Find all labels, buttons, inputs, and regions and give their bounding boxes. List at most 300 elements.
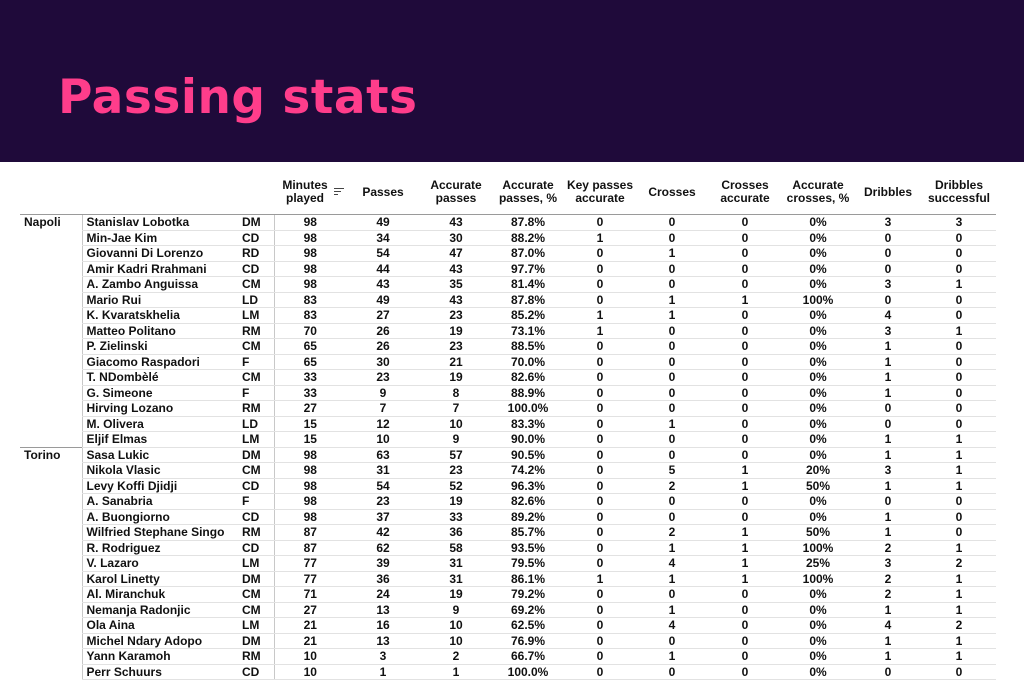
player-name: Giacomo Raspadori [82, 354, 238, 370]
stat-cell: 87 [274, 540, 346, 556]
stat-cell: 65 [274, 354, 346, 370]
stat-cell: 0 [922, 261, 996, 277]
stat-cell: 44 [346, 261, 420, 277]
stat-cell: 90.5% [492, 447, 564, 463]
stat-cell: 98 [274, 261, 346, 277]
stat-cell: 24 [346, 587, 420, 603]
stat-cell: 23 [420, 308, 492, 324]
stat-cell: 98 [274, 246, 346, 262]
stat-cell: 0 [708, 277, 782, 293]
team-name [20, 354, 82, 370]
stat-cell: 100% [782, 292, 854, 308]
stat-cell: 71 [274, 587, 346, 603]
stat-cell: 90.0% [492, 432, 564, 448]
stat-cell: 0 [636, 664, 708, 680]
stat-cell: 30 [420, 230, 492, 246]
stat-cell: 100% [782, 571, 854, 587]
table-row [20, 370, 996, 386]
stat-cell: 42 [346, 525, 420, 541]
stat-cell: 1 [922, 602, 996, 618]
stat-cell: 1 [708, 525, 782, 541]
table-row [20, 525, 996, 541]
stat-cell: 58 [420, 540, 492, 556]
player-position: LD [238, 416, 274, 432]
stat-cell: 0 [564, 416, 636, 432]
stat-cell: 0 [564, 246, 636, 262]
stat-cell: 10 [420, 416, 492, 432]
stat-cell: 1 [922, 587, 996, 603]
column-header[interactable] [636, 170, 708, 215]
stat-cell: 3 [854, 215, 922, 231]
stat-cell: 39 [346, 556, 420, 572]
stat-cell: 0 [922, 401, 996, 417]
stat-cell: 33 [420, 509, 492, 525]
player-name: Perr Schuurs [82, 664, 238, 680]
stat-cell: 73.1% [492, 323, 564, 339]
stat-cell: 0 [564, 447, 636, 463]
player-position: LM [238, 308, 274, 324]
stat-cell: 1 [346, 664, 420, 680]
player-position: CD [238, 540, 274, 556]
stat-cell: 2 [922, 556, 996, 572]
stat-cell: 49 [346, 292, 420, 308]
stat-cell: 50% [782, 478, 854, 494]
stat-cell: 1 [854, 339, 922, 355]
stat-cell: 1 [922, 323, 996, 339]
stat-cell: 0% [782, 401, 854, 417]
stat-cell: 10 [420, 618, 492, 634]
stat-cell: 35 [420, 277, 492, 293]
table-row [20, 385, 996, 401]
player-name: P. Zielinski [82, 339, 238, 355]
stat-cell: 3 [854, 463, 922, 479]
table-row [20, 633, 996, 649]
stat-cell: 77 [274, 556, 346, 572]
column-header[interactable] [420, 170, 492, 215]
stat-cell: 49 [346, 215, 420, 231]
stat-cell: 2 [922, 618, 996, 634]
player-name: G. Simeone [82, 385, 238, 401]
stat-cell: 43 [420, 215, 492, 231]
table-row [20, 416, 996, 432]
stat-cell: 0% [782, 664, 854, 680]
player-name: Giovanni Di Lorenzo [82, 246, 238, 262]
stat-cell: 83 [274, 308, 346, 324]
stat-cell: 0 [922, 494, 996, 510]
column-header-label: Dribbles [863, 184, 912, 199]
stat-cell: 0 [708, 447, 782, 463]
table-row [20, 292, 996, 308]
stat-cell: 0% [782, 385, 854, 401]
stat-cell: 0 [708, 354, 782, 370]
stat-cell: 0 [922, 370, 996, 386]
stat-cell: 0 [708, 416, 782, 432]
column-header-label: Crosses [648, 184, 696, 199]
table-row [20, 354, 996, 370]
stat-cell: 3 [854, 323, 922, 339]
stat-cell: 1 [922, 649, 996, 665]
stat-cell: 0 [708, 664, 782, 680]
player-position: LD [238, 292, 274, 308]
team-name [20, 261, 82, 277]
stat-cell: 4 [636, 618, 708, 634]
stat-cell: 87.8% [492, 292, 564, 308]
stat-cell: 0 [636, 633, 708, 649]
stat-cell: 1 [922, 633, 996, 649]
stat-cell: 98 [274, 215, 346, 231]
team-name: Napoli [24, 215, 61, 230]
stat-cell: 1 [854, 432, 922, 448]
stat-cell: 65 [274, 339, 346, 355]
stat-cell: 0 [854, 494, 922, 510]
stat-cell: 1 [708, 540, 782, 556]
stat-cell: 3 [854, 277, 922, 293]
stat-cell: 0 [564, 261, 636, 277]
stat-cell: 0 [922, 292, 996, 308]
player-name: R. Rodriguez [82, 540, 238, 556]
stat-cell: 1 [922, 463, 996, 479]
player-name: Ola Aina [82, 618, 238, 634]
stat-cell: 4 [636, 556, 708, 572]
team-name [20, 664, 82, 680]
stat-cell: 9 [346, 385, 420, 401]
stat-cell: 0% [782, 602, 854, 618]
column-header[interactable] [564, 170, 636, 215]
passing-stats-table [20, 170, 996, 680]
stat-cell: 0% [782, 354, 854, 370]
player-position: DM [238, 633, 274, 649]
stat-cell: 0 [708, 509, 782, 525]
table-row [20, 447, 996, 463]
stat-cell: 98 [274, 494, 346, 510]
stat-cell: 1 [922, 432, 996, 448]
stat-cell: 30 [346, 354, 420, 370]
stat-cell: 36 [346, 571, 420, 587]
stat-cell: 0 [854, 401, 922, 417]
team-name [20, 401, 82, 417]
stat-cell: 1 [922, 540, 996, 556]
team-name [20, 323, 82, 339]
stat-cell: 82.6% [492, 494, 564, 510]
stat-cell: 0 [854, 246, 922, 262]
team-name [20, 292, 82, 308]
column-header[interactable] [274, 170, 346, 215]
column-header-label: Accurate passes, % [498, 178, 558, 205]
stat-cell: 2 [854, 587, 922, 603]
stat-cell: 1 [708, 571, 782, 587]
stat-cell: 0 [922, 246, 996, 262]
team-name [20, 370, 82, 386]
stat-cell: 87.8% [492, 215, 564, 231]
team-name [20, 339, 82, 355]
table-row [20, 494, 996, 510]
stat-cell: 0% [782, 633, 854, 649]
player-name: M. Olivera [82, 416, 238, 432]
stat-cell: 0 [708, 494, 782, 510]
stat-cell: 0% [782, 230, 854, 246]
stat-cell: 70 [274, 323, 346, 339]
player-position: F [238, 385, 274, 401]
player-name: Yann Karamoh [82, 649, 238, 665]
stat-cell: 3 [922, 215, 996, 231]
stat-cell: 19 [420, 587, 492, 603]
stat-cell: 0 [922, 525, 996, 541]
stat-cell: 87.0% [492, 246, 564, 262]
stat-cell: 1 [854, 478, 922, 494]
stat-cell: 1 [636, 602, 708, 618]
stat-cell: 0 [564, 649, 636, 665]
player-name: Hirving Lozano [82, 401, 238, 417]
stat-cell: 21 [274, 633, 346, 649]
stat-cell: 52 [420, 478, 492, 494]
team-name [20, 432, 82, 448]
stat-cell: 1 [922, 277, 996, 293]
stat-cell: 0 [708, 230, 782, 246]
player-position: CM [238, 602, 274, 618]
stat-cell: 1 [636, 308, 708, 324]
stat-cell: 98 [274, 230, 346, 246]
stat-cell: 33 [274, 385, 346, 401]
stat-cell: 1 [854, 509, 922, 525]
player-name: Wilfried Stephane Singo [82, 525, 238, 541]
player-position: CM [238, 339, 274, 355]
column-header[interactable] [782, 170, 854, 215]
stat-cell: 37 [346, 509, 420, 525]
stat-cell: 1 [564, 230, 636, 246]
stat-cell: 0% [782, 215, 854, 231]
stat-cell: 83 [274, 292, 346, 308]
stat-cell: 26 [346, 323, 420, 339]
stat-cell: 0 [636, 509, 708, 525]
stat-cell: 0 [922, 385, 996, 401]
stat-cell: 1 [636, 292, 708, 308]
stat-cell: 0 [708, 215, 782, 231]
stat-cell: 87 [274, 525, 346, 541]
player-name: Nikola Vlasic [82, 463, 238, 479]
stat-cell: 16 [346, 618, 420, 634]
stat-cell: 0 [564, 664, 636, 680]
player-position: CD [238, 478, 274, 494]
stat-cell: 26 [346, 339, 420, 355]
team-name [20, 478, 82, 494]
stat-cell: 0 [564, 618, 636, 634]
stat-cell: 98 [274, 463, 346, 479]
stat-cell: 88.9% [492, 385, 564, 401]
stat-cell: 7 [346, 401, 420, 417]
team-name [20, 416, 82, 432]
column-header[interactable] [922, 170, 996, 215]
table-row [20, 277, 996, 293]
stat-cell: 0 [708, 587, 782, 603]
stat-cell: 85.7% [492, 525, 564, 541]
player-position: LM [238, 618, 274, 634]
player-name: T. NDombèlé [82, 370, 238, 386]
stat-cell: 23 [346, 370, 420, 386]
stat-cell: 0 [564, 354, 636, 370]
stat-cell: 97.7% [492, 261, 564, 277]
stat-cell: 83.3% [492, 416, 564, 432]
team-name [20, 494, 82, 510]
stat-cell: 21 [420, 354, 492, 370]
stat-cell: 10 [274, 649, 346, 665]
team-name [20, 571, 82, 587]
stat-cell: 81.4% [492, 277, 564, 293]
position-column-header [238, 170, 274, 215]
stat-cell: 4 [854, 618, 922, 634]
stat-cell: 0 [564, 478, 636, 494]
stat-cell: 0 [564, 633, 636, 649]
stat-cell: 3 [854, 556, 922, 572]
stat-cell: 0 [564, 509, 636, 525]
stat-cell: 0% [782, 277, 854, 293]
stat-cell: 0 [636, 261, 708, 277]
player-position: LM [238, 556, 274, 572]
stat-cell: 85.2% [492, 308, 564, 324]
stat-cell: 0 [564, 602, 636, 618]
stat-cell: 0% [782, 323, 854, 339]
stat-cell: 1 [636, 416, 708, 432]
team-name [20, 649, 82, 665]
stat-cell: 9 [420, 602, 492, 618]
stat-cell: 1 [854, 525, 922, 541]
table-row [20, 246, 996, 262]
stat-cell: 1 [636, 649, 708, 665]
stat-cell: 1 [708, 478, 782, 494]
player-position: CD [238, 664, 274, 680]
stat-cell: 0 [636, 494, 708, 510]
player-position: F [238, 354, 274, 370]
player-position: RM [238, 401, 274, 417]
stat-cell: 2 [636, 478, 708, 494]
stat-cell: 79.2% [492, 587, 564, 603]
team-column-header [20, 170, 82, 215]
stat-cell: 1 [420, 664, 492, 680]
column-header-label: Key passes accurate [566, 178, 634, 205]
stat-cell: 10 [420, 633, 492, 649]
stat-cell: 0 [564, 432, 636, 448]
stat-cell: 0 [708, 339, 782, 355]
column-header[interactable] [346, 170, 420, 215]
team-name [20, 525, 82, 541]
team-name [20, 277, 82, 293]
stat-cell: 19 [420, 370, 492, 386]
page-title: Passing stats [58, 70, 418, 125]
player-position: CD [238, 509, 274, 525]
player-position: LM [238, 432, 274, 448]
stat-cell: 0 [708, 633, 782, 649]
stat-cell: 0 [708, 602, 782, 618]
stat-cell: 31 [420, 556, 492, 572]
stat-cell: 0 [708, 370, 782, 386]
team-name [20, 246, 82, 262]
stat-cell: 13 [346, 633, 420, 649]
player-column-header [82, 170, 238, 215]
table-row [20, 339, 996, 355]
team-name [20, 308, 82, 324]
player-name: K. Kvaratskhelia [82, 308, 238, 324]
column-header-label: Dribbles successful [927, 178, 991, 205]
stat-cell: 0 [636, 432, 708, 448]
column-header-label: Passes [362, 184, 404, 199]
stat-cell: 96.3% [492, 478, 564, 494]
stat-cell: 76.9% [492, 633, 564, 649]
stat-cell: 8 [420, 385, 492, 401]
stat-cell: 43 [420, 292, 492, 308]
column-header-label: Minutes played [282, 178, 328, 205]
sort-descending-icon[interactable] [334, 188, 344, 196]
stat-cell: 1 [636, 571, 708, 587]
stat-cell: 1 [854, 385, 922, 401]
stat-cell: 0 [636, 401, 708, 417]
column-header[interactable] [492, 170, 564, 215]
stat-cell: 2 [420, 649, 492, 665]
column-header[interactable] [708, 170, 782, 215]
team-name [20, 618, 82, 634]
stat-cell: 15 [274, 432, 346, 448]
column-header[interactable] [854, 170, 922, 215]
stat-cell: 100.0% [492, 664, 564, 680]
stat-cell: 0% [782, 587, 854, 603]
stat-cell: 0 [564, 556, 636, 572]
stat-cell: 93.5% [492, 540, 564, 556]
stat-cell: 31 [346, 463, 420, 479]
stat-cell: 0 [854, 261, 922, 277]
stat-cell: 3 [346, 649, 420, 665]
team-name [20, 540, 82, 556]
team-name [20, 587, 82, 603]
table-row [20, 556, 996, 572]
stat-cell: 0% [782, 494, 854, 510]
stat-cell: 43 [346, 277, 420, 293]
stat-cell: 0 [708, 618, 782, 634]
stat-cell: 100% [782, 540, 854, 556]
player-position: DM [238, 215, 274, 231]
stat-cell: 1 [922, 478, 996, 494]
stat-cell: 34 [346, 230, 420, 246]
table-header-row [20, 170, 996, 215]
stat-cell: 1 [708, 556, 782, 572]
stat-cell: 1 [564, 323, 636, 339]
stat-cell: 27 [274, 401, 346, 417]
player-name: V. Lazaro [82, 556, 238, 572]
stat-cell: 33 [274, 370, 346, 386]
stat-cell: 47 [420, 246, 492, 262]
player-position: RM [238, 525, 274, 541]
stat-cell: 0 [854, 230, 922, 246]
stat-cell: 0 [708, 432, 782, 448]
stat-cell: 0 [708, 385, 782, 401]
player-name: A. Sanabria [82, 494, 238, 510]
stat-cell: 0 [708, 401, 782, 417]
stat-cell: 0% [782, 308, 854, 324]
player-position: CM [238, 370, 274, 386]
player-name: Amir Kadri Rrahmani [82, 261, 238, 277]
stat-cell: 0 [636, 370, 708, 386]
stat-cell: 0% [782, 246, 854, 262]
stat-cell: 27 [346, 308, 420, 324]
team-name [20, 509, 82, 525]
stat-cell: 5 [636, 463, 708, 479]
stat-cell: 0% [782, 649, 854, 665]
player-name: Nemanja Radonjic [82, 602, 238, 618]
team-name [20, 602, 82, 618]
stat-cell: 2 [636, 525, 708, 541]
stat-cell: 0 [922, 339, 996, 355]
player-position: CD [238, 230, 274, 246]
player-position: CM [238, 277, 274, 293]
stat-cell: 0 [564, 587, 636, 603]
stat-cell: 0% [782, 339, 854, 355]
